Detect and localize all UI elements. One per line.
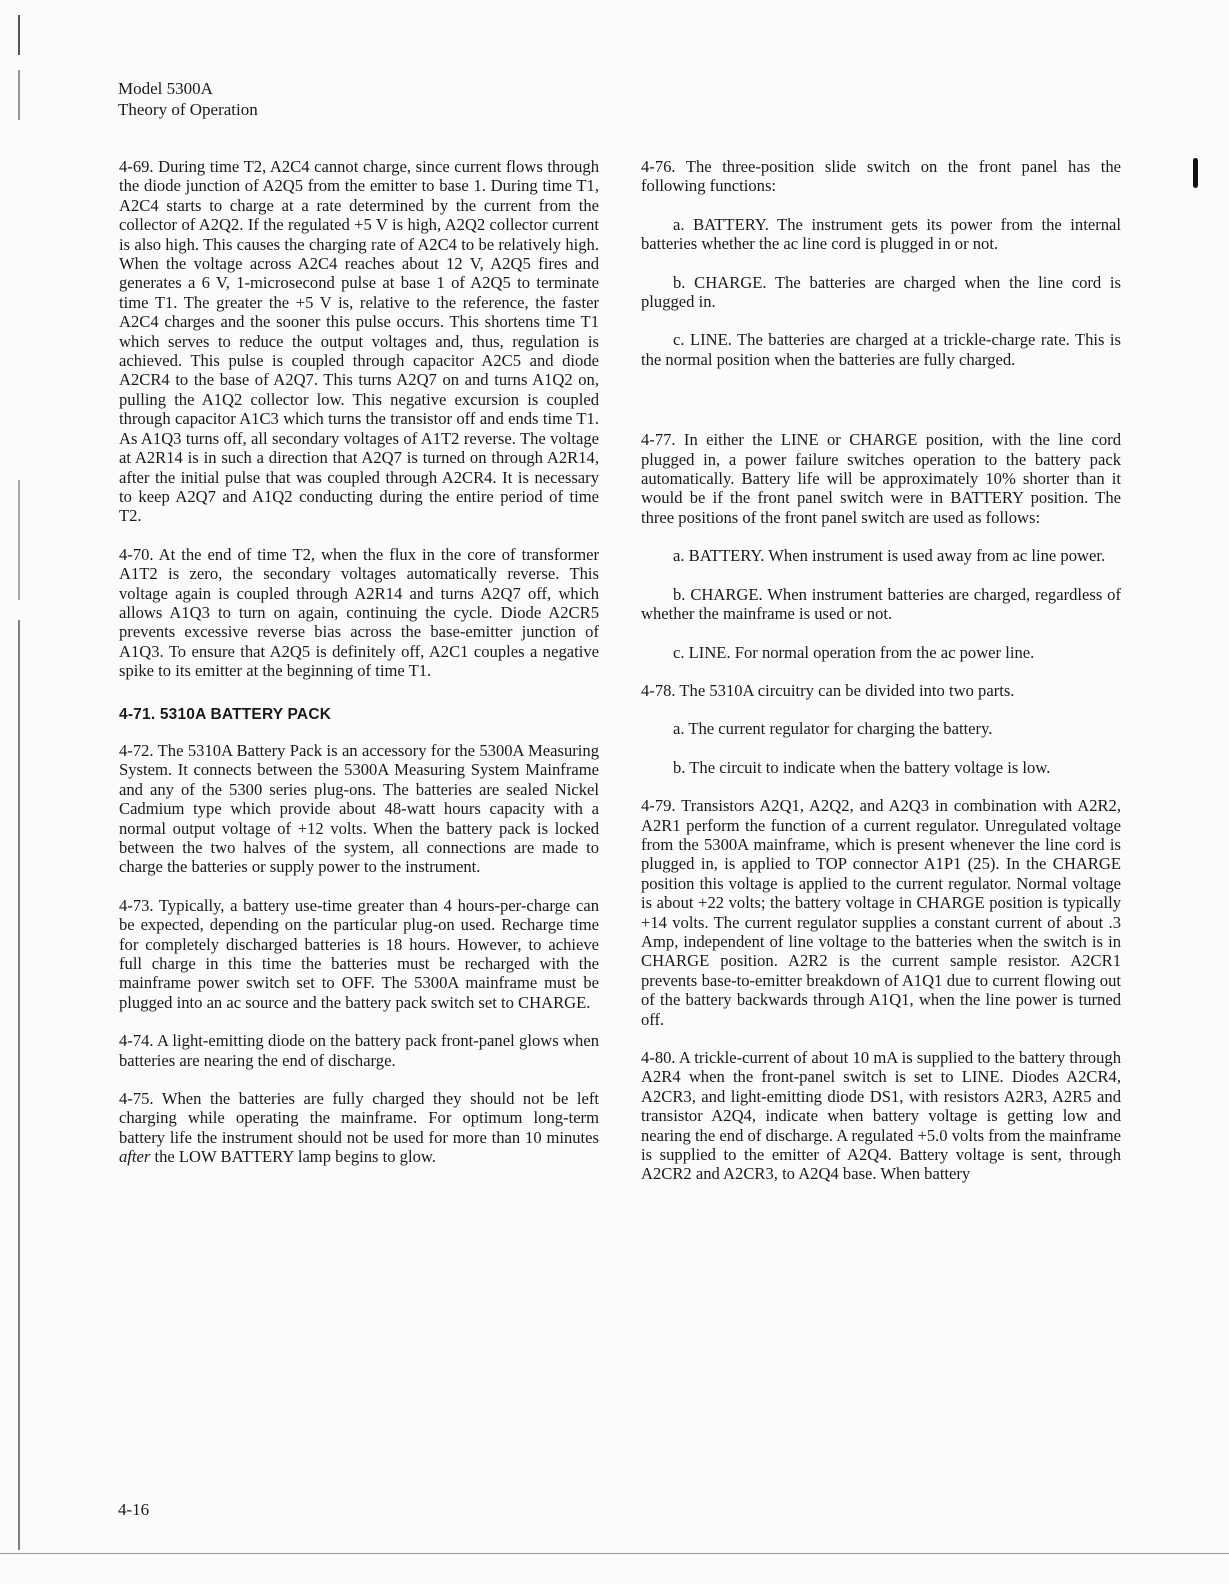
paragraph-4-72: 4-72. The 5310A Battery Pack is an accessory for the 5300A Measuring System. It connects between the 5300A Measuring System Mainframe and any of the 5300 series plug-ons. The batteries are sealed Nickel Cadmium type which provide about 48-watt hours capacity with a normal output voltage of +12 volts. When the battery pack is locked between the two halves of the system, all connections are made to charge the batteries or supply power to the instrument. [119,740,599,877]
paragraph-4-75 [119,1089,599,1167]
paragraph-4-75-tail: the LOW BATTERY lamp begins to glow. [150,1147,436,1167]
margin-change-bar [1193,158,1198,188]
paragraph-4-70: 4-70. At the end of time T2, when the flux in the core of transformer A1T2 is zero, the secondary voltages automatically reverse. This voltage again is coupled through A2R14 and turns A2Q7 off, which allows A1Q3 to turn on again, continuing the cycle. Diode A2CR5 prevents excessive reverse bias across the base-emitter junction of A1Q3. To ensure that A2Q5 is definitely off, A2C1 couples a negative spike to its emitter at the beginning of time T1. [119,544,599,681]
model-label: Model 5300A [118,79,213,98]
page-number: 4-16 [118,1500,150,1519]
paragraph-4-69: 4-69. During time T2, A2C4 cannot charge, since current flows through the diode junction of A2Q5 from the emitter to base 1. During time T1, A2C4 starts to charge at a rate determined by the current from the collector of A2Q2. If the regulated +5 V is high, A2Q2 collector current is also high. This causes the charging rate of A2C4 to be relatively high. When the voltage across A2C4 reaches about 12 V, A2Q5 fires and generates a 6 V, 1-microsecond pulse at base 1 of A2Q5 to terminate time T1. The greater the +5 V is, relative to the reference, the faster A2C4 charges and the sooner this pulse occurs. This shortens time T1 which serves to reduce the output voltages and, thus, regulation is achieved. This pulse is coupled through capacitor A2C5 and diode A2CR4 to the base of A2Q7. This turns A2Q7 on and turns A1Q2 on, pulling the A1Q2 collector low. This negative excursion is coupled through capacitor A1C3 which turns the transistor off and ends time T1. As A1Q3 turns off, all secondary voltages of A1T2 reverse. The voltage at A2R14 is in such a direction that A2Q7 is turned on through A2R14, after the initial pulse that was coupled through A2CR4. It is necessary to keep A2Q7 and A1Q2 conducting during the entire period of time T2. [119,157,599,526]
paragraph-4-77-a: a. BATTERY. When instrument is used away from ac line power. [673,546,1106,566]
paragraph-4-77-b: b. CHARGE. When instrument batteries are charged, regardless of whether the mainframe is used or not. [641,584,1121,624]
paragraph-4-76: 4-76. The three-position slide switch on the front panel has the following functions: [641,157,1121,196]
paragraph-4-79: 4-79. Transistors A2Q1, A2Q2, and A2Q3 in combination with A2R2, A2R1 perform the function of a current regulator. Unregulated voltage from the 5300A mainframe, which is present whenever the line cord is plugged in, is applied to TOP connector A1P1 (25). In the CHARGE position this voltage is applied to the current regulator. Normal voltage is about +22 volts; the battery voltage in CHARGE position is typically +14 volts. The current regulator supplies a constant current of about .3 Amp, independent of line voltage to the batteries when the switch is in CHARGE position. A2R2 is the current sample resistor. A2CR1 prevents base-to-emitter breakdown of A1Q1 due to current flowing out of the battery backwards through A1Q1, when the line power is turned off. [641,796,1121,1029]
paragraph-4-74: 4-74. A light-emitting diode on the battery pack front-panel glows when batteries are nearing the end of discharge. [119,1031,599,1070]
left-column [119,157,599,1186]
paragraph-4-75-emphasis: after [119,1147,151,1167]
paragraph-4-76-b: b. CHARGE. The batteries are charged when the line cord is plugged in. [641,272,1121,312]
section-heading-battery-pack: 4-71. 5310A BATTERY PACK [119,705,332,723]
paragraph-4-76-a: a. BATTERY. The instrument gets its power from the internal batteries whether the ac line cord is plugged in or not. [641,214,1121,254]
paragraph-4-78: 4-78. The 5310A circuitry can be divided into two parts. [641,680,1015,700]
paragraph-4-73: 4-73. Typically, a battery use-time greater than 4 hours-per-charge can be expected, depending on the particular plug-on used. Recharge time for completely discharged batteries is 18 hours. However, to achieve full charge in this time the batteries must be recharged with the mainframe power switch set to OFF. The 5300A mainframe must be plugged into an ac source and the battery pack switch set to CHARGE. [119,895,599,1012]
paragraph-4-78-b: b. The circuit to indicate when the battery voltage is low. [673,757,1051,777]
right-column [641,157,1121,1203]
section-label: Theory of Operation [118,100,258,119]
paragraph-4-78-a: a. The current regulator for charging the battery. [673,719,993,739]
paragraph-4-80: 4-80. A trickle-current of about 10 mA is supplied to the battery through A2R4 when the front-panel switch is set to LINE. Diodes A2CR4, A2CR3, and light-emitting diode DS1, with resistors A2R3, A2R5 and transistor A2Q4, indicate when battery voltage is getting low and nearing the end of discharge. A regulated +5.0 volts from the mainframe is supplied to the emitter of A2Q4. Battery voltage is sent, through A2CR2 and A2CR3, to A2Q4 base. When battery [641,1048,1121,1184]
paragraph-4-77: 4-77. In either the LINE or CHARGE position, with the line cord plugged in, a power failure switches operation to the battery pack automatically. Battery life will be approximately 10% shorter than it would be if the front panel switch were in BATTERY position. The three positions of the front panel switch are used as follows: [641,430,1121,527]
binding-edge-marks [0,0,40,1584]
paragraph-4-77-c: c. LINE. For normal operation from the ac power line. [673,642,1035,662]
paragraph-4-76-c: c. LINE. The batteries are charged at a trickle-charge rate. This is the normal position when the batteries are fully charged. [641,330,1121,369]
paragraph-4-75-text: 4-75. When the batteries are fully charged they should not be left charging while operating the mainframe. For optimum long-term battery life the instrument should not be used for more than 10 minutes [119,1089,599,1147]
bottom-rule [0,1553,1229,1554]
page-header [118,78,258,120]
